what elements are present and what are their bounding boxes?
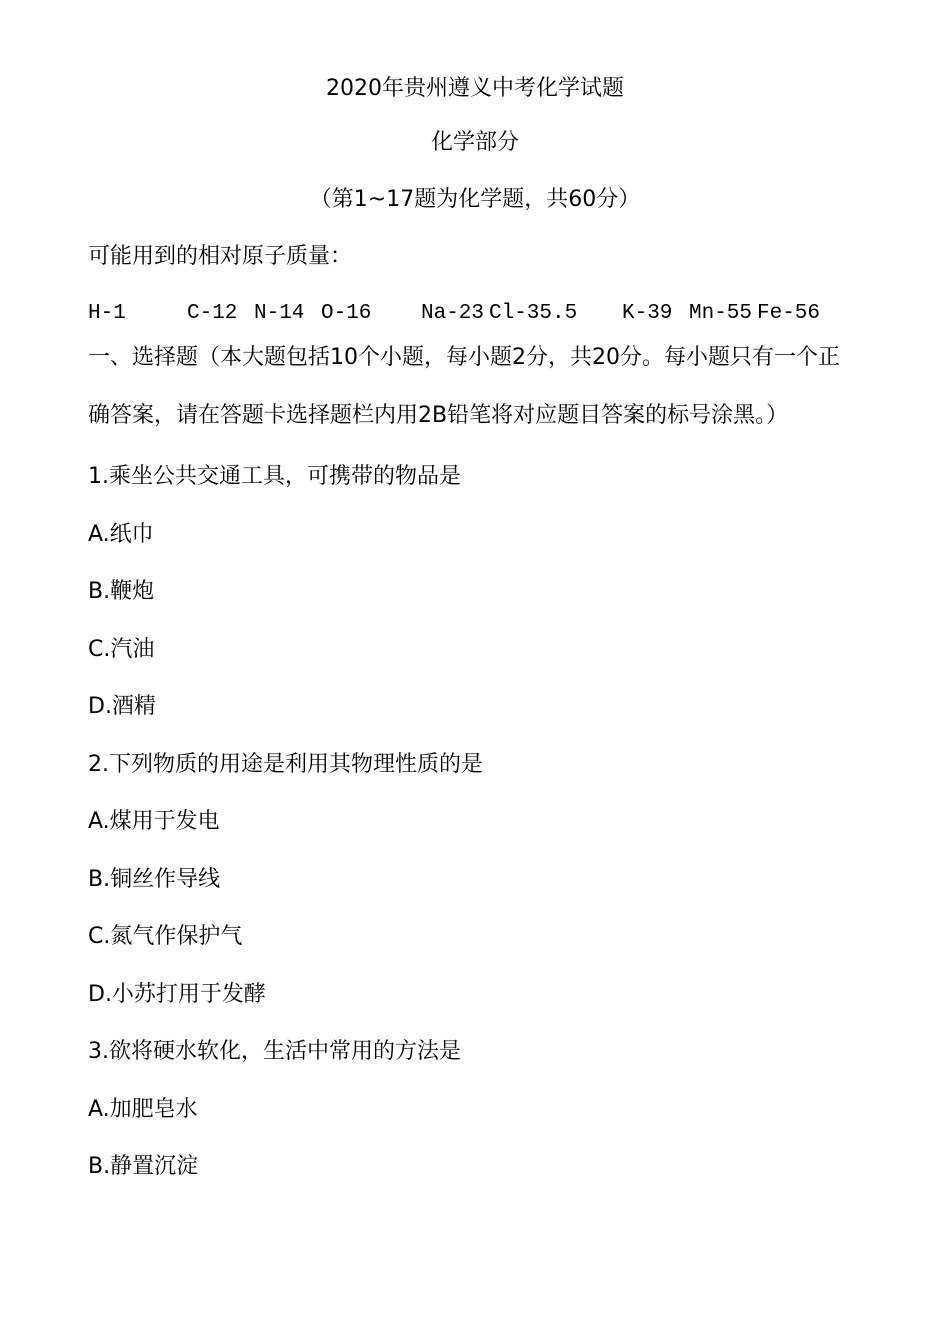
question-stem-1: 1.乘坐公共交通工具，可携带的物品是 [88, 464, 461, 489]
atomic-mass-item: N-14 [254, 302, 305, 325]
section-subtitle: 化学部分 [430, 130, 519, 155]
option-2c: C.氮气作保护气 [88, 924, 243, 949]
option-3b: B.静置沉淀 [88, 1154, 199, 1179]
section-heading-line1: 一、选择题（本大题包括10个小题，每小题2分，共20分。每小题只有一个正 [88, 345, 840, 370]
option-2a: A.煤用于发电 [88, 809, 220, 834]
option-2d: D.小苏打用于发酵 [88, 982, 266, 1007]
atomic-mass-label: 可能用到的相对原子质量： [88, 244, 353, 269]
option-3a: A.加肥皂水 [88, 1097, 198, 1122]
atomic-mass-item: K-39 [622, 302, 673, 325]
atomic-mass-item: Fe-56 [757, 302, 821, 325]
section-heading-line2: 确答案，请在答题卡选择题栏内用2B铅笔将对应题目答案的标号涂黑。） [88, 403, 789, 428]
atomic-mass-item: Mn-55 [689, 302, 753, 325]
option-2b: B.铜丝作导线 [88, 867, 221, 892]
question-range-note: （第1~17题为化学题，共60分） [309, 187, 641, 212]
option-1d: D.酒精 [88, 694, 156, 719]
option-1c: C.汽油 [88, 637, 155, 662]
question-stem-2: 2.下列物质的用途是利用其物理性质的是 [88, 752, 483, 777]
question-stem-3: 3.欲将硬水软化，生活中常用的方法是 [88, 1039, 461, 1064]
atomic-mass-item: O-16 [321, 302, 372, 325]
atomic-mass-item: H-1 [88, 302, 126, 325]
option-1b: B.鞭炮 [88, 579, 155, 604]
atomic-mass-list [0, 299, 950, 329]
atomic-mass-item: Cl-35.5 [489, 302, 578, 325]
atomic-mass-item: C-12 [187, 302, 238, 325]
option-1a: A.纸巾 [88, 522, 154, 547]
atomic-mass-item: Na-23 [421, 302, 485, 325]
exam-title: 2020年贵州遵义中考化学试题 [326, 76, 624, 101]
